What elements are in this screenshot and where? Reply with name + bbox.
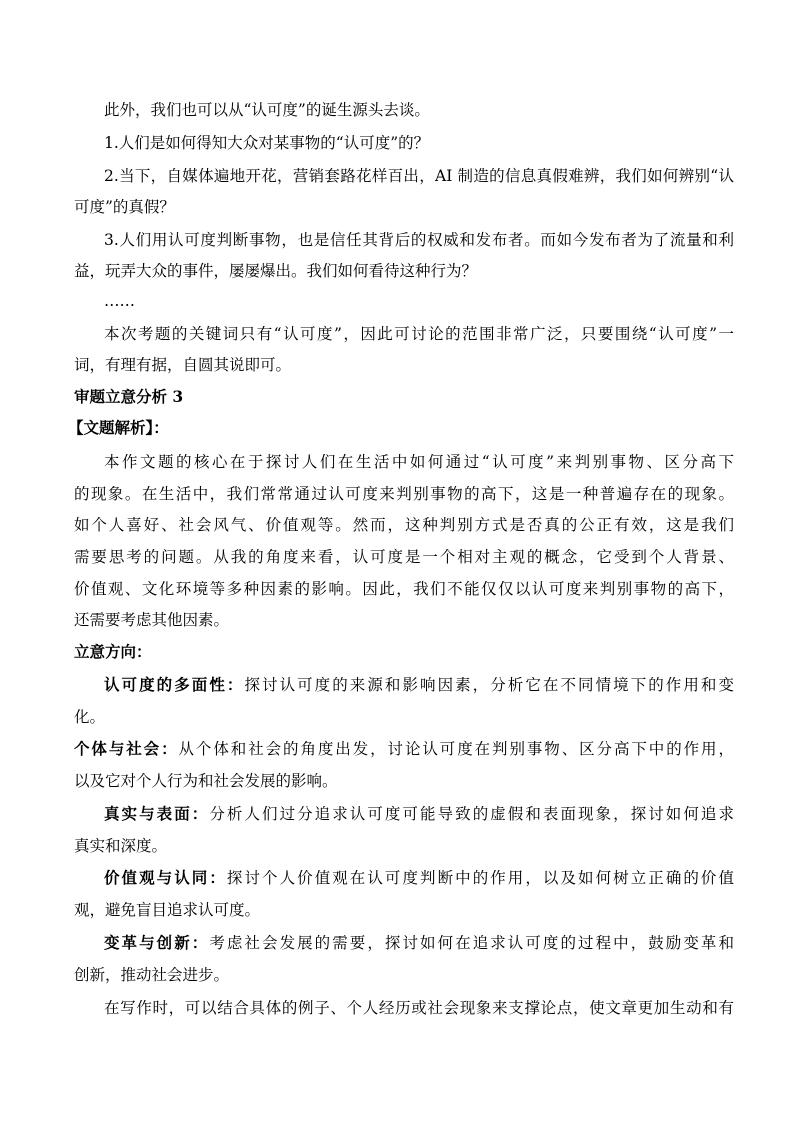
ellipsis: ……	[104, 292, 135, 310]
direction-1-text: 探讨认可度的来源和影响因素，分析它在不同情境下的作用和变	[244, 676, 734, 694]
summary-line-2: 词，有理有据，自圆其说即可。	[74, 356, 292, 374]
direction-3-line-1	[104, 804, 734, 824]
direction-3-text: 分析人们过分追求认可度可能导致的虚假和表面现象，探讨如何追求	[209, 805, 734, 823]
direction-2-line-1	[74, 739, 734, 759]
question-2-line-2: 可度”的真假？	[74, 198, 175, 216]
direction-2-line-2: 以及它对个人行为和社会发展的影响。	[74, 772, 338, 790]
direction-4-line-2: 观，避免盲目追求认可度。	[74, 901, 261, 919]
direction-1-line-2: 化。	[74, 708, 106, 726]
closing-line: 在写作时，可以结合具体的例子、个人经历或社会现象来支撑论点，使文章更加生动和有	[104, 999, 734, 1017]
question-1: 1.人们是如何得知大众对某事物的“认可度”的？	[104, 134, 430, 152]
paragraph-origin: 此外，我们也可以从“认可度”的诞生源头去谈。	[104, 101, 430, 119]
analysis-line-5: 价值观、文化环境等多种因素的影响。因此，我们不能仅仅以认可度来判别事物的高下，	[74, 580, 734, 598]
direction-4-text: 探讨个人价值观在认可度判断中的作用，以及如何树立正确的价值	[226, 869, 734, 887]
analysis-line-3: 如个人喜好、社会风气、价值观等。然而，这种判别方式是否真的公正有效，这是我们	[74, 516, 734, 534]
direction-1-line-1	[104, 675, 734, 695]
direction-5-label: 变革与创新：	[104, 933, 210, 952]
direction-label: 立意方向：	[74, 642, 152, 661]
question-3-line-1: 3.人们用认可度判断事物，也是信任其背后的权威和发布者。而如今发布者为了流量和利	[104, 231, 734, 249]
analysis-line-6: 还需要考虑其他因素。	[74, 611, 230, 629]
question-3-line-2: 益，玩弄大众的事件，屡屡爆出。我们如何看待这种行为？	[74, 262, 478, 280]
direction-5-line-1	[104, 933, 734, 953]
direction-4-line-1	[104, 868, 734, 888]
direction-4-label: 价值观与认同：	[104, 868, 227, 887]
analysis-line-4: 需要思考的问题。从我的角度来看，认可度是一个相对主观的概念，它受到个人背景、	[74, 548, 734, 566]
direction-1-label: 认可度的多面性：	[104, 675, 245, 694]
direction-5-line-2: 创新，推动社会进步。	[74, 966, 230, 984]
analysis-label: 【文题解析】：	[68, 418, 169, 437]
question-2-line-1: 2.当下，自媒体遍地开花，营销套路花样百出，AI 制造的信息真假难辨，我们如何辨别“认	[104, 167, 734, 185]
section-heading: 审题立意分析 3	[74, 387, 184, 406]
analysis-line-2: 的现象。在生活中，我们常常通过认可度来判别事物的高下，这是一种普遍存在的现象。	[74, 485, 734, 503]
direction-2-text: 从个体和社会的角度出发，讨论认可度在判别事物、区分高下中的作用，	[178, 740, 734, 758]
summary-line-1: 本次考题的关键词只有“认可度”，因此可讨论的范围非常广泛，只要围绕“认可度”一	[104, 325, 734, 343]
direction-5-text: 考虑社会发展的需要，探讨如何在追求认可度的过程中，鼓励变革和	[209, 934, 734, 952]
analysis-line-1: 本作文题的核心在于探讨人们在生活中如何通过“认可度”来判别事物、区分高下	[104, 453, 734, 471]
direction-3-line-2: 真实和深度。	[74, 837, 168, 855]
direction-2-label: 个体与社会：	[74, 739, 179, 758]
direction-3-label: 真实与表面：	[104, 804, 210, 823]
